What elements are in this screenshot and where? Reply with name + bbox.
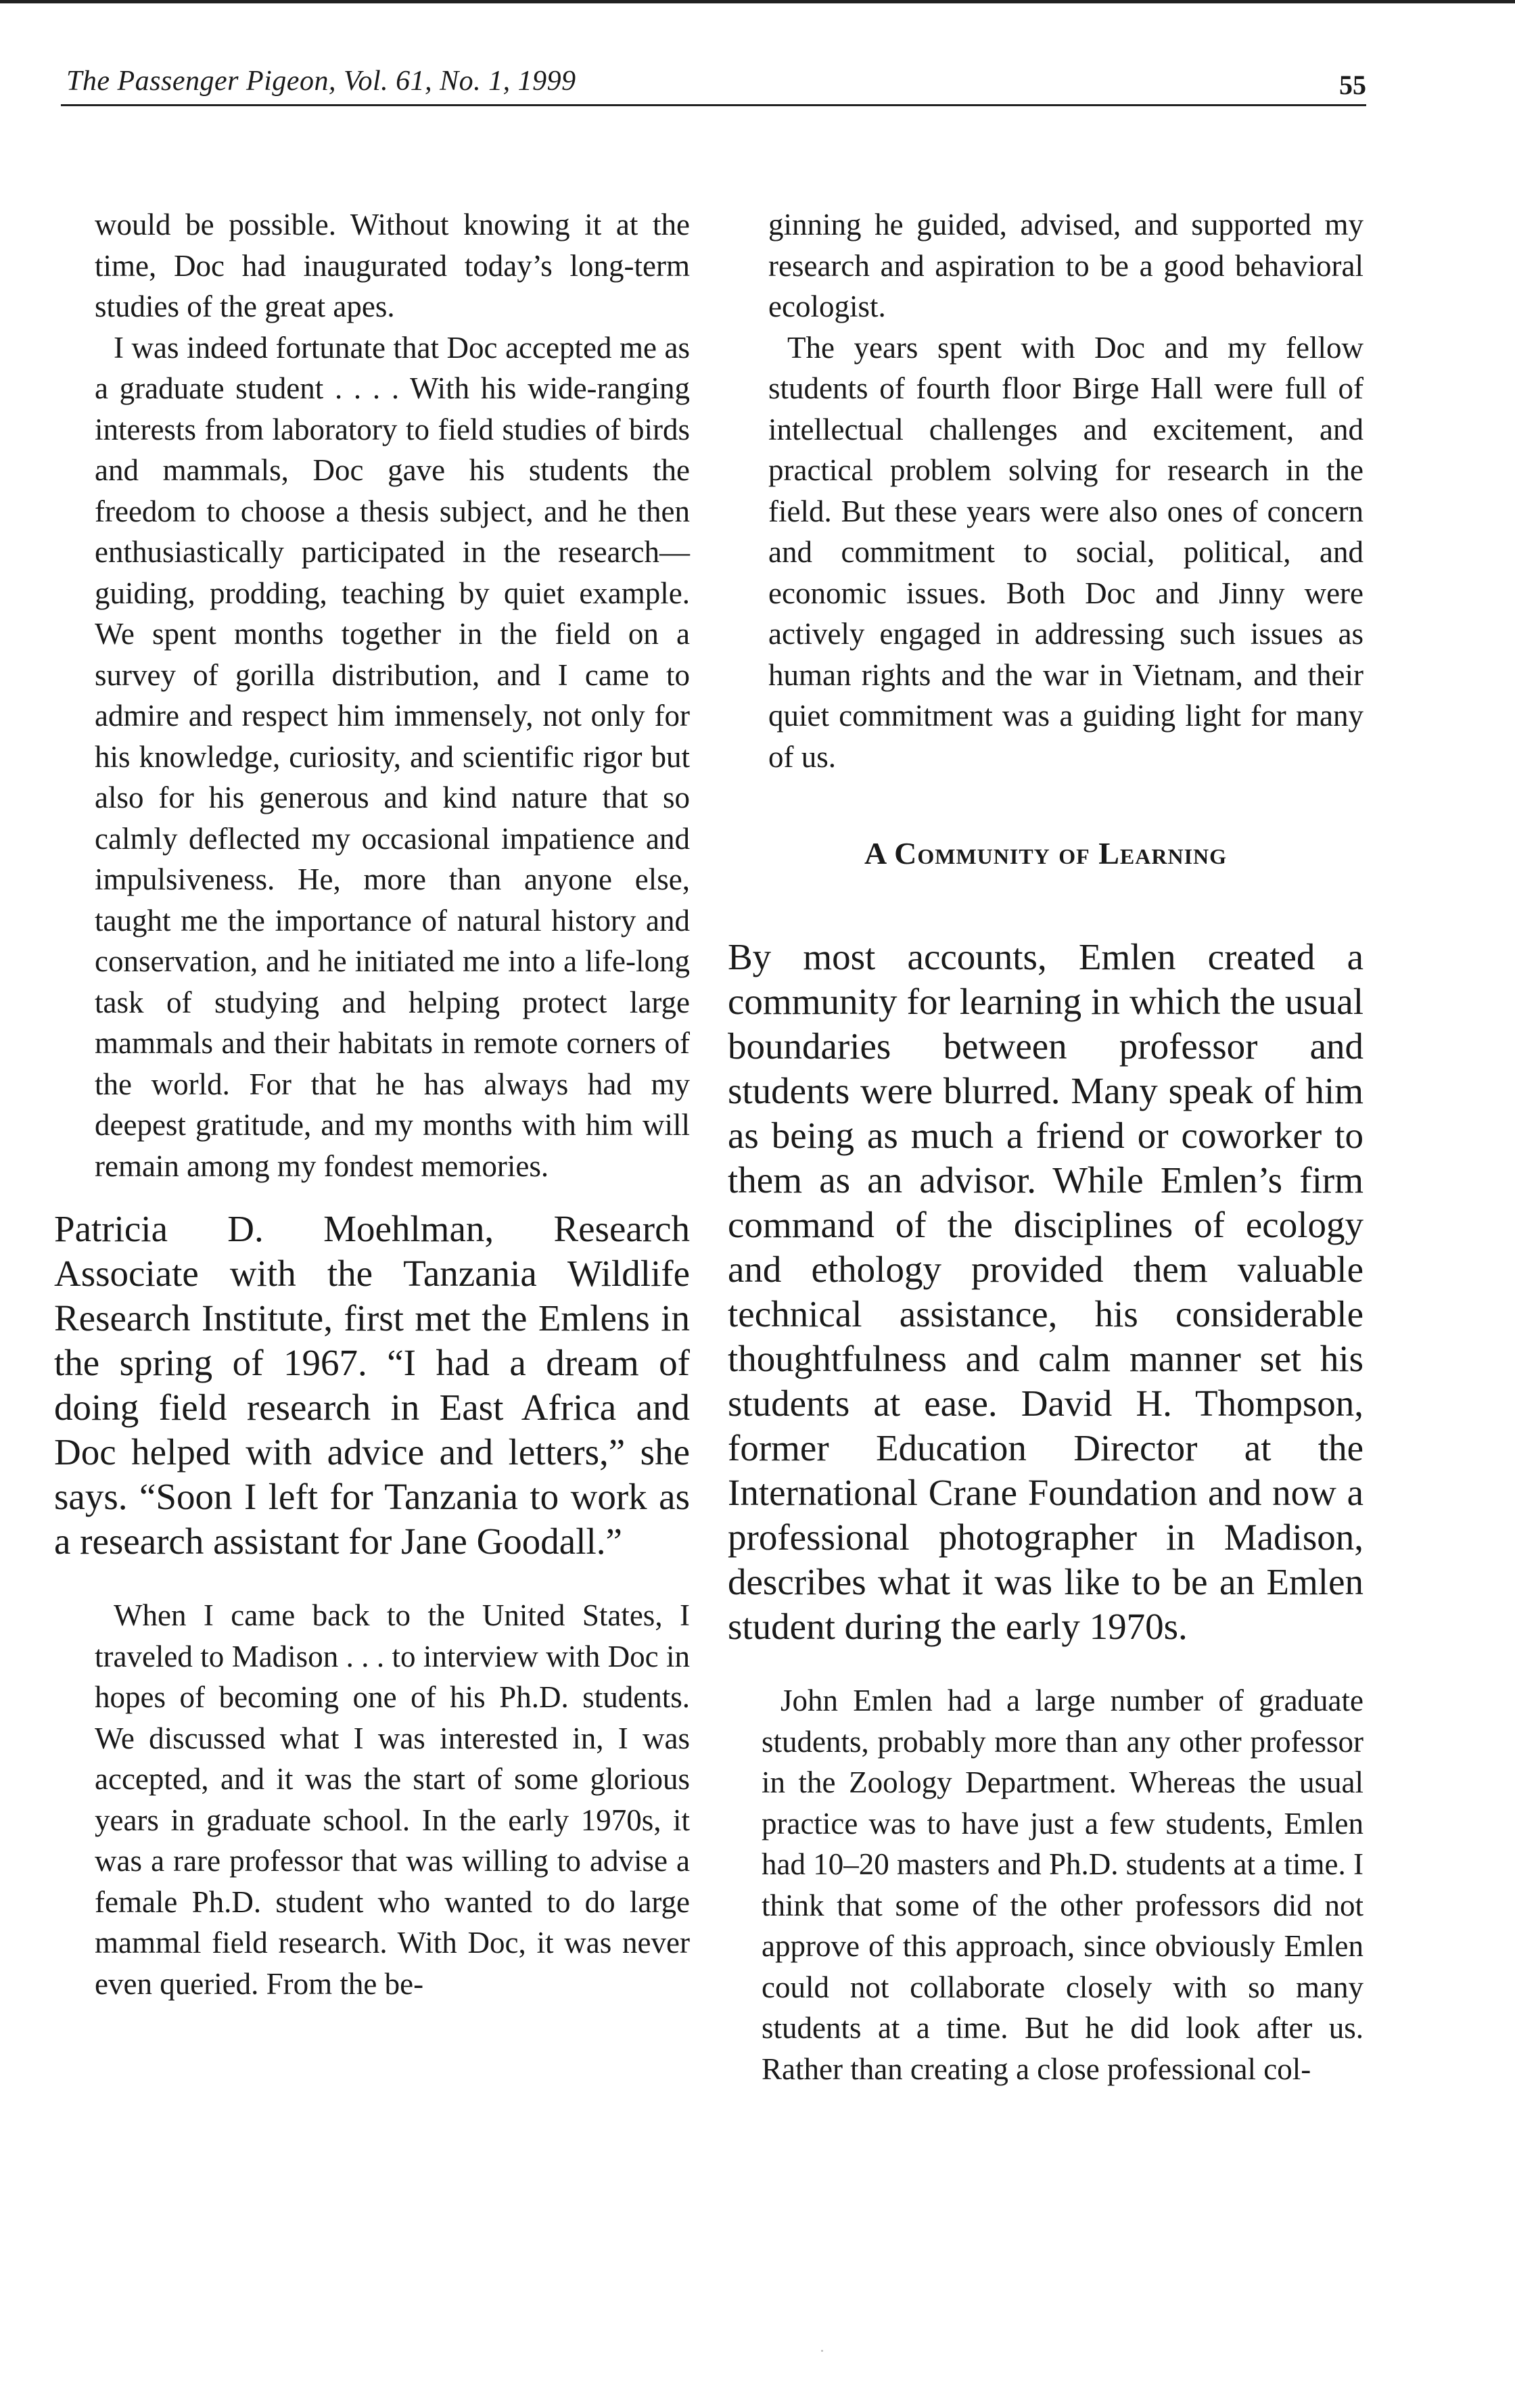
page-number: 55 bbox=[1339, 70, 1366, 100]
right-column bbox=[728, 204, 1364, 2089]
section-heading: A Community of Learning bbox=[864, 836, 1228, 871]
running-header bbox=[61, 57, 1366, 106]
scan-speck bbox=[821, 2350, 823, 2352]
paragraph: ginning he guided, advised, and supported my research and aspiration to be a good behavioral ecologist. bbox=[768, 208, 1364, 323]
block-quote: When I came back to the United States, I traveled to Madison . . . to interview with Doc in hopes of becoming one of his Ph.D. students. We discussed what I was interested in, I was accepted, and it was the start of some glorious years in graduate school. In the early 1970s, it was a rare professor that was willing to advise a female Ph.D. student who wanted to do large mammal field research. With Doc, it was never even queried. From the be- bbox=[95, 1598, 690, 2001]
paragraph-intro: By most accounts, Emlen created a community for learning in which the usual boundaries between professor and students were blurred. Many speak of him as being as much a friend or coworker to them as an advisor. While Emlen’s firm command of the disciplines of ecology and ethology provided them valuable technical assistance, his considerable thoughtfulness and calm manner set his students at ease. David H. Thompson, former Education Director at the International Crane Foundation and now a professional photographer in Madison, describes what it was like to be an Emlen student during the early 1970s. bbox=[728, 936, 1364, 1647]
paragraph: I was indeed fortunate that Doc accepted me as a graduate student . . . . With his wide-ranging interests from laboratory to field studies of birds and mammals, Doc gave his students the freedom to choose a thesis subject, and he then enthusiastically participated in the research—guiding, prodding, teaching by quiet example. We spent months together in the field on a survey of gorilla distribution, and I came to admire and respect him immensely, not only for his knowledge, curiosity, and scientific rigor but also for his generous and kind nature that so calmly deflected my occasional impatience and impulsiveness. He, more than anyone else, taught me the importance of natural history and conservation, and he initiated me into a life-long task of studying and helping protect large mammals and their habitats in remote corners of the world. For that he has always had my deepest gratitude, and my months with him will remain among my fondest memories. bbox=[95, 330, 690, 1183]
paragraph-intro: Patricia D. Moehlman, Research Associate with the Tanzania Wildlife Research Institute, first met the Emlens in the spring of 1967. “I had a dream of doing field research in East Africa and Doc helped with advice and letters,” she says. “Soon I left for Tanzania to work as a research assistant for Jane Goodall.” bbox=[54, 1208, 690, 1562]
top-border-rule bbox=[0, 0, 1515, 3]
paragraph: would be possible. Without knowing it at the time, Doc had inaugurated today’s long-term studies of the great apes. bbox=[95, 208, 690, 323]
journal-citation: The Passenger Pigeon, Vol. 61, No. 1, 1999 bbox=[66, 66, 576, 97]
paragraph: The years spent with Doc and my fellow students of fourth floor Birge Hall were full of intellectual challenges and excitement, and practical problem solving for research in the field. But these years were also ones of concern and commitment to social, political, and economic issues. Both Doc and Jinny were actively engaged in addressing such issues as human rights and the war in Vietnam, and their quiet commitment was a guiding light for many of us. bbox=[768, 330, 1364, 774]
left-column bbox=[54, 204, 690, 2004]
block-quote: John Emlen had a large number of graduate students, probably more than any other professor in the Zoology Department. Whereas the usual practice was to have just a few students, Emlen had 10–20 masters and Ph.D. students at a time. I think that some of the other professors did not approve of this approach, since obviously Emlen could not collaborate closely with so many students at a time. But he did look after us. Rather than creating a close professional col- bbox=[762, 1684, 1364, 2086]
